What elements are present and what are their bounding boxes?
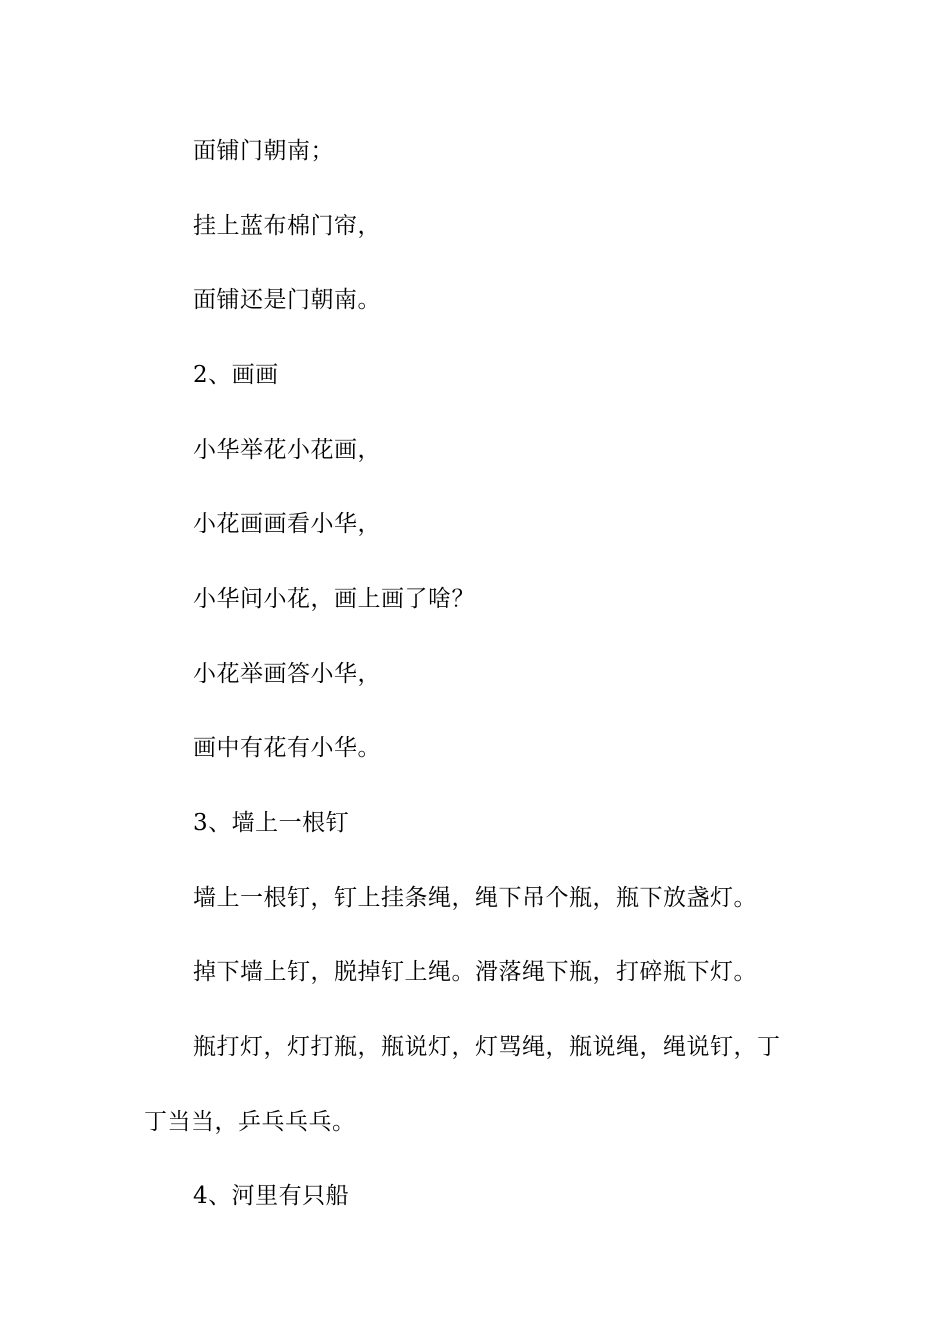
text-line: 掉下墙上钉，脱掉钉上绳。滑落绳下瓶，打碎瓶下灯。 bbox=[193, 959, 757, 985]
text-line-continuation: 丁当当，乒乓乓乓。 bbox=[144, 1109, 356, 1135]
text-line: 面铺门朝南； bbox=[193, 138, 334, 164]
text-line: 挂上蓝布棉门帘， bbox=[193, 213, 381, 239]
text-line: 小花画画看小华， bbox=[193, 511, 381, 537]
text-line: 面铺还是门朝南。 bbox=[193, 287, 381, 313]
section-heading: 4、河里有只船 bbox=[193, 1183, 350, 1209]
text-line: 墙上一根钉，钉上挂条绳，绳下吊个瓶，瓶下放盏灯。 bbox=[193, 885, 757, 911]
text-line: 小花举画答小华， bbox=[193, 661, 381, 687]
text-line: 小华举花小花画， bbox=[193, 437, 381, 463]
section-heading: 2、画画 bbox=[193, 362, 279, 388]
text-line: 小华问小花，画上画了啥？ bbox=[193, 586, 475, 612]
text-line: 瓶打灯，灯打瓶，瓶说灯，灯骂绳，瓶说绳，绳说钉，丁 bbox=[193, 1034, 781, 1060]
text-line: 画中有花有小华。 bbox=[193, 735, 381, 761]
section-heading: 3、墙上一根钉 bbox=[193, 810, 350, 836]
